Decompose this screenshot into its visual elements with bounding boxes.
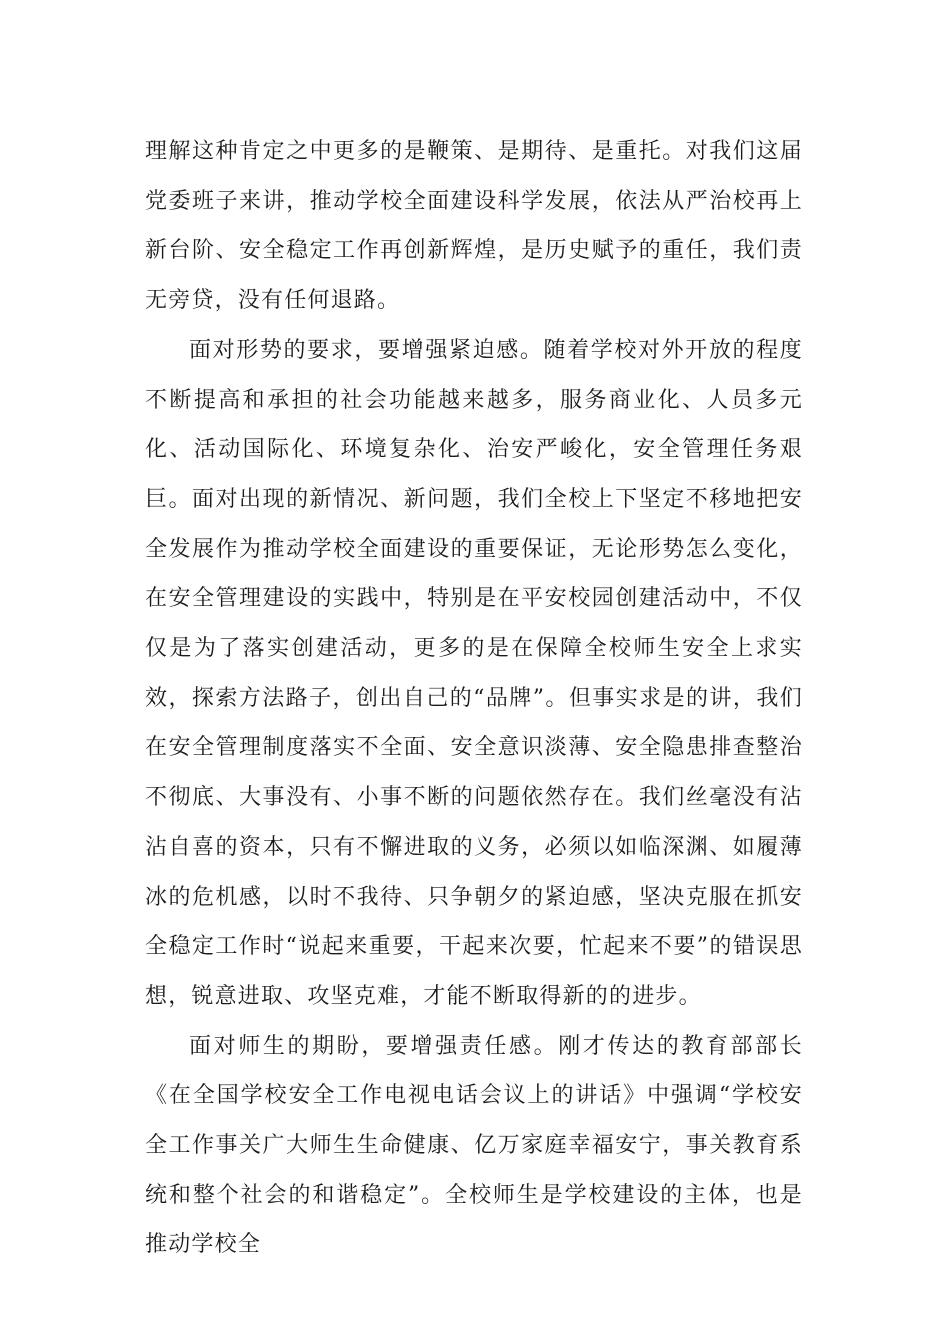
paragraph-3: 面对师生的期盼，要增强责任感。刚才传达的教育部部长《在全国学校安全工作电视电话会议上的讲话》中强调“学校安全工作事关广大师生生命健康、亿万家庭幸福安宁，事关教育系统和整个社会的和谐稳定”。全校师生是学校建设的主体，也是推动学校全 (145, 1033, 803, 1258)
body-text (145, 127, 803, 1270)
paragraph-1: 理解这种肯定之中更多的是鞭策、是期待、是重托。对我们这届党委班子来讲，推动学校全面建设科学发展，依法从严治校再上新台阶、安全稳定工作再创新辉煌，是历史赋予的重任，我们责无旁贷，没有任何退路。 (145, 139, 803, 314)
paragraph-2: 面对形势的要求，要增强紧迫感。随着学校对外开放的程度不断提高和承担的社会功能越来越多，服务商业化、人员多元化、活动国际化、环境复杂化、治安严峻化，安全管理任务艰巨。面对出现的新情况、新问题，我们全校上下坚定不移地把安全发展作为推动学校全面建设的重要保证，无论形势怎么变化，在安全管理建设的实践中，特别是在平安校园创建活动中，不仅仅是为了落实创建活动，更多的是在保障全校师生安全上求实效，探索方法路子，创出自己的“品牌”。但事实求是的讲，我们在安全管理制度落实不全面、安全意识淡薄、安全隐患排查整治不彻底、大事没有、小事不断的问题依然存在。我们丝毫没有沾沾自喜的资本，只有不懈进取的义务，必须以如临深渊、如履薄冰的危机感，以时不我待、只争朝夕的紧迫感，坚决克服在抓安全稳定工作时“说起来重要，干起来次要，忙起来不要”的错误思想，锐意进取、攻坚克难，才能不断取得新的的进步。 (145, 337, 803, 1009)
